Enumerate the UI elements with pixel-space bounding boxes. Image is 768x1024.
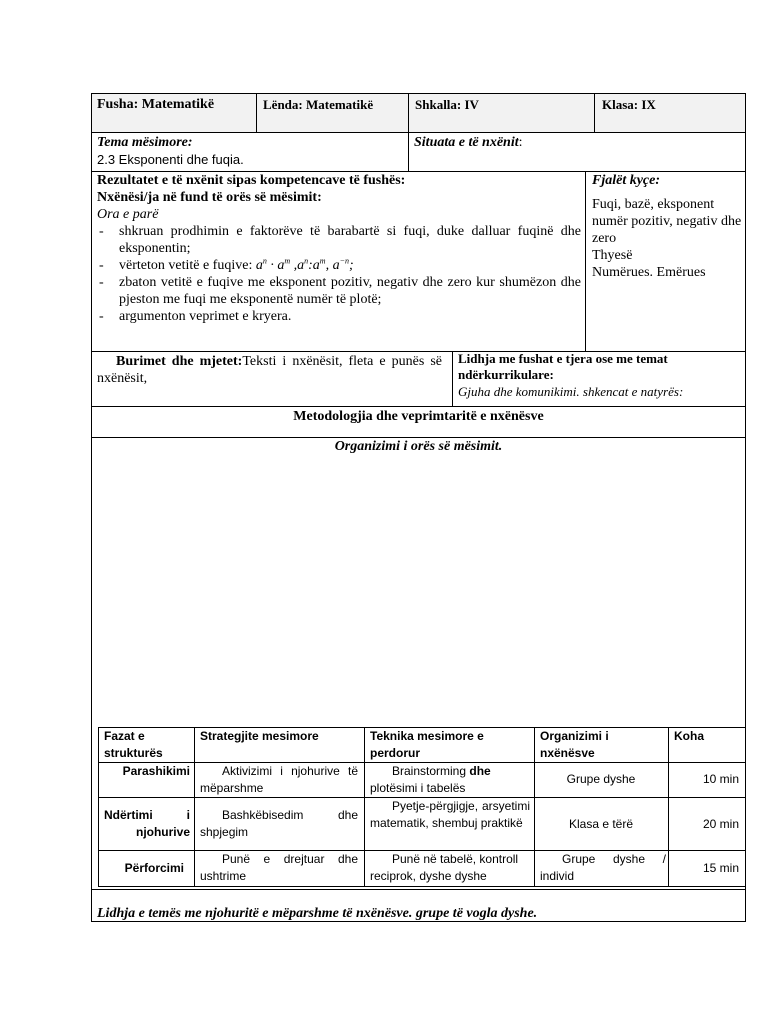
table-row-technique: Pyetje-përgjigje, arsyetimi matematik, shembuj praktikë <box>370 799 530 830</box>
fjalet-section <box>592 172 742 281</box>
tema-label: Tema mësimore: <box>97 135 193 150</box>
fjalet-body: Fuqi, bazë, eksponent numër pozitiv, negativ dhe zero <box>592 197 742 246</box>
fusha-label: Fusha: Matematikë <box>97 97 215 112</box>
situata-label: Situata e të nxënit: <box>414 135 523 150</box>
fjalet-line: Thyesë <box>592 248 633 263</box>
lenda-label: Lënda: Matematikë <box>263 97 374 112</box>
phases-table <box>98 727 746 888</box>
power-formula: $a^n \cdot a^m$ $,a^n:a^m$, $a^{-n}$; <box>255 256 354 273</box>
burimet-text: Teksti i nxënësit, fleta e punës së nxënësit, <box>97 354 443 386</box>
fjalet-title: Fjalët kyçe: <box>592 173 661 188</box>
rezultatet-section <box>97 172 581 325</box>
rezultat-item: - zbaton vetitë e fuqive me eksponent pozitiv, negativ dhe zero kur shumëzon dhe pjeston me fuqi me eksponentë numër të plotë; <box>97 274 581 308</box>
lidhja-section <box>458 351 743 401</box>
table-header-cell: Koha <box>674 729 704 743</box>
table-row-time: 20 min <box>702 817 739 831</box>
lesson-plan-form <box>91 93 746 922</box>
table-header-cell: Organizimi i nxënësve <box>540 729 609 760</box>
table-header-cell: Strategjite mesimore <box>200 729 319 743</box>
rezultat-item: - argumenton veprimet e kryera. <box>97 308 581 325</box>
rezultat-item: - shkruan prodhimin e faktorëve të barabartë si fuqi, duke dalluar fuqinë dhe eksponentin; <box>97 223 581 257</box>
table-row-phase: Parashikimi <box>122 764 190 778</box>
footer-text: Lidhja e temës me njohuritë e mëparshme të nxënësve. grupe të vogla dyshe. <box>97 906 538 921</box>
table-row-time: 10 min <box>702 772 739 786</box>
table-header-cell: Fazat e strukturës <box>104 729 163 760</box>
table-row-organization: Klasa e tërë <box>568 817 634 831</box>
table-row-technique: Punë në tabelë, kontroll reciprok, dyshe dyshe <box>370 852 519 883</box>
burimet-section <box>97 353 442 387</box>
table-row-strategy: Bashkëbisedim dhe shpjegim <box>200 808 358 839</box>
table-row-strategy: Punë e drejtuar dhe ushtrime <box>200 852 358 883</box>
table-row-phase: Përforcimi <box>124 861 184 875</box>
organizimi-title: Organizimi i orës së mësimit. <box>334 439 503 454</box>
ora-label: Ora e parë <box>97 207 159 222</box>
tema-value: 2.3 Eksponenti dhe fuqia. <box>97 152 244 167</box>
table-row-phase: Ndërtimi i njohurive <box>104 808 190 839</box>
lidhja-text: Gjuha dhe komunikimi. shkencat e natyrës: <box>458 384 684 399</box>
klasa-label: Klasa: IX <box>602 97 656 112</box>
rezultatet-subtitle: Nxënësi/ja në fund të orës së mësimit: <box>97 190 322 205</box>
lidhja-title: Lidhja me fushat e tjera ose me temat ndërkurrikulare: <box>458 351 668 382</box>
table-row-organization: Grupe dyshe <box>566 772 636 786</box>
rezultatet-title: Rezultatet e të nxënit sipas kompetencave të fushës: <box>97 173 406 188</box>
table-row-organization: Grupe dyshe / individ <box>540 852 666 883</box>
fjalet-line: Numërues. Emërues <box>592 265 706 280</box>
table-row-strategy: Aktivizimi i njohurive të mëparshme <box>200 764 358 795</box>
table-row-time: 15 min <box>702 861 739 875</box>
metodologjia-title: Metodologjia dhe veprimtaritë e nxënësve <box>293 409 544 424</box>
burimet-label: Burimet dhe mjetet: <box>116 354 243 369</box>
table-header-cell: Teknika mesimore e perdorur <box>370 729 484 760</box>
shkalla-label: Shkalla: IV <box>415 97 479 112</box>
table-row-technique: Brainstorming dhe plotësimi i tabelës <box>370 764 491 795</box>
rezultat-item: - vërteton vetitë e fuqive: $a^n \cdot a^m$ $,a^n:a^m$, $a^{-n}$; <box>97 257 581 274</box>
